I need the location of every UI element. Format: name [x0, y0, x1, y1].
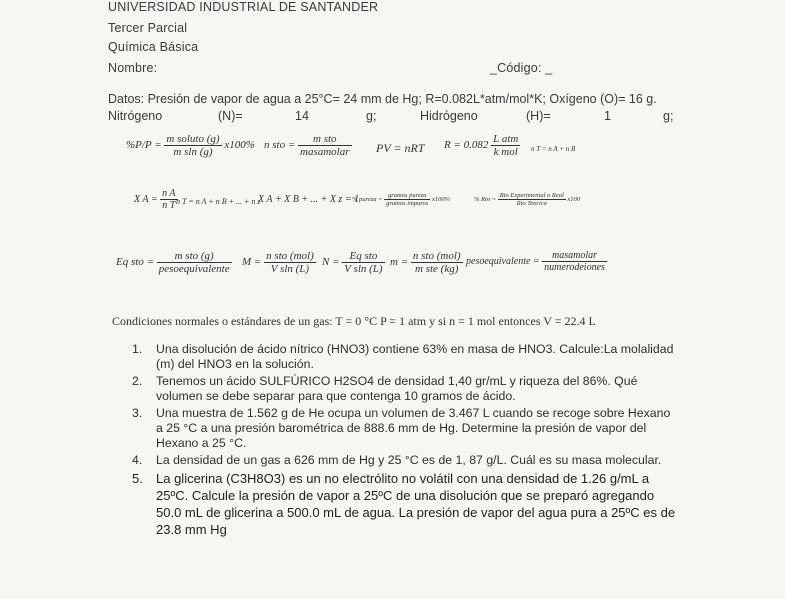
problem-number: 2.: [132, 374, 143, 388]
hydrogen-value: 1: [604, 109, 611, 123]
problem-item: [132, 406, 677, 451]
nitrogen-unit: g;: [366, 109, 377, 123]
problem-item: [132, 374, 677, 404]
datos-line2: [108, 109, 688, 125]
university-title: UNIVERSIDAD INDUSTRIAL DE SANTANDER: [108, 0, 379, 14]
problem-number: 1.: [132, 342, 143, 356]
problem-number: 5.: [132, 471, 143, 486]
problem-item: [132, 470, 677, 538]
standard-conditions: Condiciones normales o estándares de un gas: T = 0 °C P = 1 atm y si n = 1 mol entonces V = 22.4 L: [112, 314, 596, 328]
formula-mole-fraction: X A = $\frac{\text{n A}}{\text{n T}}$: [134, 188, 176, 211]
hydrogen-label: Hidrógeno: [420, 109, 478, 123]
formula-normality: N = $\frac{\text{Eq sto}}{\text{V sln (L)}}$: [322, 250, 383, 275]
problem-list: [132, 342, 677, 540]
name-label: Nombre:: [108, 61, 158, 75]
problem-item: [132, 342, 677, 372]
code-label: _Código: _: [490, 61, 553, 75]
problem-text: Una disolución de ácido nítrico (HNO3) contiene 63% en masa de HNO3. Calcule:La molalidad (m) del HNO3 en la solución.: [156, 342, 674, 371]
formula-fraction-sum: X A + X B + ... + X z = 1: [258, 194, 360, 205]
problem-number: 4.: [132, 453, 143, 467]
exam-title: Tercer Parcial: [108, 21, 188, 35]
nitrogen-label: Nitrógeno: [108, 109, 163, 123]
hydrogen-symbol: (H)=: [526, 109, 551, 123]
formula-yield: % Rto = $\frac{\text{Rto Experimental o Real}}{\text{Rto Teorico}}$ x100: [474, 192, 581, 207]
problem-text: Tenemos un ácido SULFÚRICO H2SO4 de densidad 1,40 gr/mL y riqueza del 86%. Qué volumen se debe separar para que contenga 10 gramos de ácido.: [156, 374, 638, 403]
formula-ideal-gas: PV = nRT: [376, 141, 425, 155]
subject-title: Química Básica: [108, 40, 199, 54]
formula-moles: n sto = $\frac{\text{m sto}}{\text{masamolar}}$: [264, 133, 350, 158]
formula-gas-constant: R = 0.082 $\frac{\text{L atm}}{\text{k mol}}$: [444, 133, 519, 158]
hydrogen-unit: g;: [663, 109, 674, 123]
problem-item: [132, 453, 677, 468]
datos-block: [108, 92, 688, 125]
formula-molality: m = $\frac{\text{n sto (mol)}}{\text{m ste (kg)}}$: [390, 250, 461, 275]
formula-equivalents: Eq sto = $\frac{\text{m sto (g)}}{\text{pesoequivalente}}$: [116, 250, 230, 275]
problem-text: La glicerina (C3H8O3) es un no electrólito no volátil con una densidad de 1.26 g/mL a 25ºC. Calcule la presión de vapor a 25ºC de una disolución que se preparó agregando 50.0 mL de glicerina a 500.0 mL de agua. La presión de vapor del agua pura a 25ºC es de 23.8 mm Hg: [156, 471, 676, 537]
problem-number: 3.: [132, 406, 143, 420]
problem-text: Una muestra de 1.562 g de He ocupa un volumen de 3.467 L cuando se recoge sobre Hexano a 25 °C a una presión barométrica de 888.6 mm de Hg. Determine la presión de vapor del Hexano a 25 °C.: [156, 406, 671, 450]
formula-percent-mass: %P/P = $\frac{\text{m soluto (g)}}{\text{m sln (g)}}$ x100%: [126, 133, 255, 158]
problem-text: La densidad de un gas a 626 mm de Hg y 25 °C es de 1, 87 g/L. Cuál es su masa molecular.: [156, 453, 662, 467]
nitrogen-value: 14: [295, 109, 309, 123]
datos-line1: Datos: Presión de vapor de agua a 25°C= 24 mm de Hg; R=0.082L*atm/mol*K; Oxígeno (O)= 16 g.: [108, 92, 657, 106]
nitrogen-symbol: (N)=: [218, 109, 243, 123]
formula-equivalent-weight: pesoequivalente = $\frac{\text{masamolar}}{\text{numerodeiones}}$: [466, 250, 605, 273]
formula-total-moles-small: n T = n A + n B: [531, 145, 576, 153]
formula-molarity: M = $\frac{\text{n sto (mol)}}{\text{V sln (L)}}$: [242, 250, 314, 275]
formula-purity: % pureza = $\frac{\text{gramos pureza}}{\text{gramos impuros}}$ x100%: [352, 192, 451, 207]
formula-total-moles: n T = n A + n B + ... + n z: [176, 197, 261, 206]
